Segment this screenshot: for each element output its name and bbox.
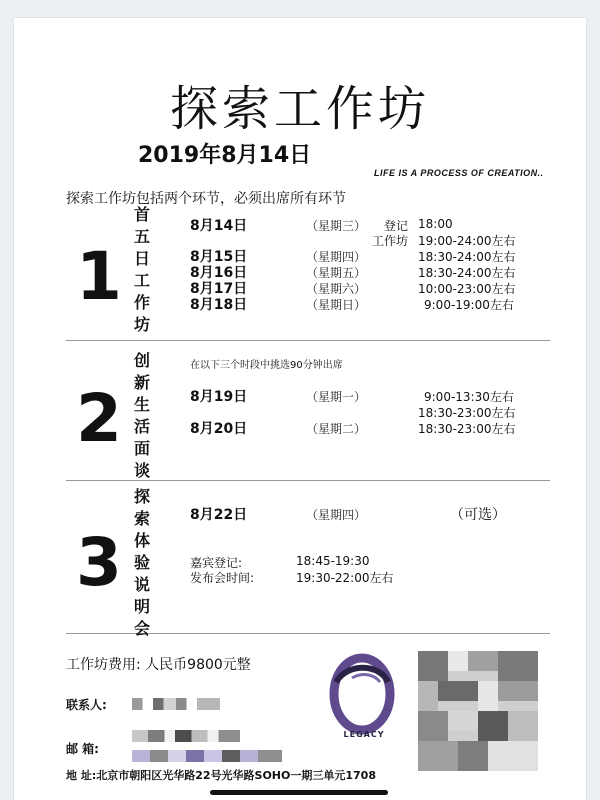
s3-optional: （可选） [450, 507, 506, 523]
email-label: 邮 箱: [66, 742, 99, 756]
section-3-title: 探索体验说明会 [133, 487, 150, 638]
s1-date-1: 8月14日 [190, 218, 248, 234]
s1-weekday-3: （星期四） [306, 250, 367, 264]
s2-note: 在以下三个时段中挑选90分钟出席 [190, 360, 343, 371]
s1-weekday-4: （星期五） [306, 266, 367, 280]
s2-date-1: 8月19日 [190, 389, 248, 405]
workshop-fee: 工作坊费用: 人民币9800元整 [66, 657, 251, 673]
s2-time-1: 9:00-13:30左右 [424, 390, 514, 404]
s1-weekday-5: （星期六） [306, 282, 367, 296]
email-redacted-line-1 [132, 730, 240, 742]
email-redacted-line-2 [132, 750, 282, 762]
s3-row-2-time: 19:30-22:00左右 [296, 571, 394, 585]
page-title: 探索工作坊 [169, 81, 430, 137]
tagline: LIFE IS A PROCESS OF CREATION.. [374, 168, 544, 178]
s2-time-2: 18:30-23:00左右 [418, 406, 516, 420]
separator-1 [66, 340, 550, 341]
legacy-logo-text: LEGACY [343, 730, 385, 739]
section-2-number: 2 [76, 380, 122, 457]
address: 地 址:北京市朝阳区光华路22号光华路SOHO一期三单元1708 [66, 769, 376, 782]
section-1-number: 1 [76, 238, 122, 315]
s1-time-4: 18:30-24:00左右 [418, 266, 516, 280]
s1-date-5: 8月17日 [190, 281, 248, 297]
s3-row-2-label: 发布会时间: [190, 571, 255, 585]
s3-row-1-label: 嘉宾登记: [190, 556, 243, 570]
s2-time-3: 18:30-23:00左右 [418, 422, 516, 436]
s1-time-5: 10:00-23:00左右 [418, 282, 516, 296]
intro-text: 探索工作坊包括两个环节，必须出席所有环节 [66, 191, 346, 207]
contact-label: 联系人: [66, 698, 107, 712]
s2-date-3: 8月20日 [190, 421, 248, 437]
s3-row-1-time: 18:45-19:30 [296, 554, 370, 568]
s1-date-6: 8月18日 [190, 297, 248, 313]
section-1-title: 首五日工作坊 [133, 205, 150, 334]
blurred-qr-code [418, 650, 538, 772]
s1-note-1: 登记 [384, 219, 409, 233]
section-3-number: 3 [76, 524, 122, 601]
s1-weekday-1: （星期三） [306, 219, 367, 233]
s3-weekday: （星期四） [306, 508, 367, 522]
s1-time-3: 18:30-24:00左右 [418, 250, 516, 264]
event-date: 2019年8月14日 [138, 143, 312, 168]
s1-time-2: 19:00-24:00左右 [418, 234, 516, 248]
document-page [14, 18, 586, 800]
section-2-title: 创新生活面谈 [133, 351, 150, 480]
s3-date: 8月22日 [190, 507, 248, 523]
s1-note-2: 工作坊 [372, 234, 409, 248]
contact-redacted [132, 698, 220, 710]
s1-time-6: 9:00-19:00左右 [424, 298, 514, 312]
s2-weekday-1: （星期一） [306, 390, 367, 404]
s2-weekday-3: （星期二） [306, 422, 367, 436]
s1-date-4: 8月16日 [190, 265, 248, 281]
s1-date-3: 8月15日 [190, 249, 248, 265]
home-indicator [210, 790, 388, 795]
s1-weekday-6: （星期日） [306, 298, 367, 312]
s1-time-1: 18:00 [418, 217, 453, 231]
